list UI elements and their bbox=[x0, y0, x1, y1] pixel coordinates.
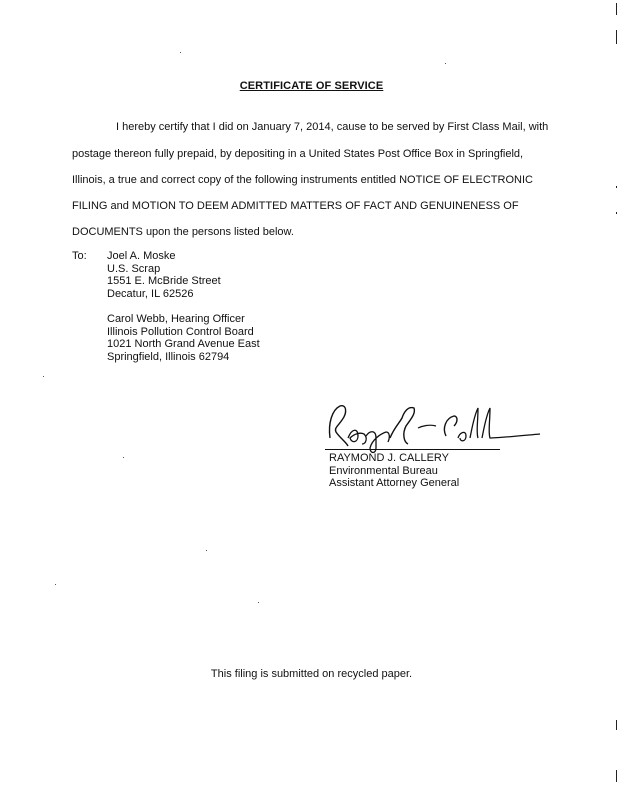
recipient-1-line-4: Decatur, IL 62526 bbox=[107, 287, 194, 300]
scan-edge-mark bbox=[616, 3, 617, 15]
body-line-3: Illinois, a true and correct copy of the following instruments entitled NOTICE OF ELECTRONIC bbox=[72, 174, 533, 186]
recipient-2-line-4: Springfield, Illinois 62794 bbox=[107, 350, 230, 363]
signature-line bbox=[325, 449, 500, 450]
scan-edge-mark bbox=[616, 212, 617, 214]
scan-edge-mark bbox=[616, 186, 617, 188]
recipient-1-line-3: 1551 E. McBride Street bbox=[107, 275, 221, 287]
recipient-1-line-1: Joel A. Moske bbox=[107, 250, 176, 262]
recipient-2-line-1: Carol Webb, Hearing Officer bbox=[107, 313, 245, 325]
body-line-1: I hereby certify that I did on January 7, 2014, cause to be served by First Class Mail, with bbox=[116, 121, 549, 133]
scan-speck bbox=[123, 457, 124, 458]
recipient-2-line-3: 1021 North Grand Avenue East bbox=[107, 338, 260, 350]
to-label: To: bbox=[72, 250, 87, 262]
document-title: CERTIFICATE OF SERVICE bbox=[239, 80, 384, 92]
body-line-4: FILING and MOTION TO DEEM ADMITTED MATTERS OF FACT AND GENUINENESS OF bbox=[72, 200, 519, 212]
scan-edge-mark bbox=[616, 770, 617, 782]
scan-edge-mark bbox=[616, 30, 617, 44]
signer-title: Assistant Attorney General bbox=[329, 477, 460, 489]
signer-department: Environmental Bureau bbox=[329, 464, 438, 477]
scan-speck bbox=[445, 63, 446, 64]
signer-block bbox=[329, 452, 459, 490]
scan-edge-mark bbox=[616, 720, 617, 730]
scan-speck bbox=[180, 52, 181, 53]
scan-speck bbox=[206, 550, 207, 551]
recipient-2-line-2: Illinois Pollution Control Board bbox=[107, 325, 254, 338]
recipient-address-1 bbox=[107, 250, 221, 300]
scan-speck bbox=[258, 602, 259, 603]
recipient-1-line-2: U.S. Scrap bbox=[107, 262, 161, 275]
scan-speck bbox=[55, 584, 56, 585]
body-line-2: postage thereon fully prepaid, by depositing in a United States Post Office Box in Springfield, bbox=[72, 148, 524, 160]
scan-speck bbox=[43, 376, 44, 377]
recipient-address-2 bbox=[107, 313, 260, 363]
body-line-5: DOCUMENTS upon the persons listed below. bbox=[72, 226, 294, 238]
recycled-paper-footer: This filing is submitted on recycled paper. bbox=[210, 668, 413, 680]
signer-name: RAYMOND J. CALLERY bbox=[329, 452, 450, 464]
